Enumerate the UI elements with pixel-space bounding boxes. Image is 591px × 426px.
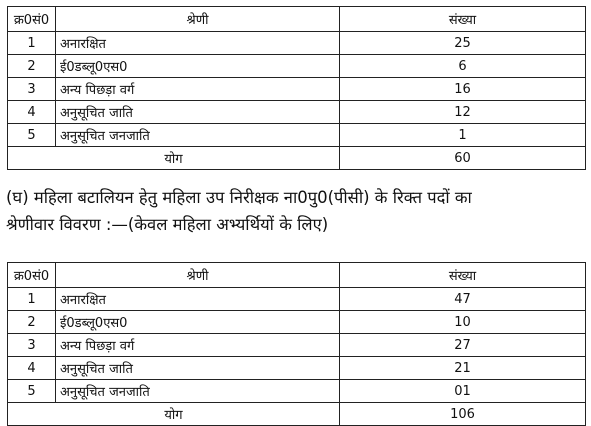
table-row <box>8 55 586 78</box>
section-heading-paragraph <box>6 184 586 238</box>
total-label: योग <box>8 147 340 170</box>
table-row <box>8 311 586 334</box>
serial-no: 2 <box>8 55 56 78</box>
total-label: योग <box>8 403 340 426</box>
header-category: श्रेणी <box>56 7 340 32</box>
serial-no: 5 <box>8 124 56 147</box>
table-row <box>8 357 586 380</box>
category-name: ई0डब्लू0एस0 <box>56 55 340 78</box>
serial-no: 5 <box>8 380 56 403</box>
table-row <box>8 334 586 357</box>
table-header-row <box>8 7 586 32</box>
category-count: 47 <box>340 288 586 311</box>
serial-no: 3 <box>8 334 56 357</box>
category-table-1 <box>7 6 586 170</box>
category-count: 16 <box>340 78 586 101</box>
category-count: 1 <box>340 124 586 147</box>
category-count: 01 <box>340 380 586 403</box>
serial-no: 1 <box>8 288 56 311</box>
category-name: अनुसूचित जाति <box>56 101 340 124</box>
category-count: 10 <box>340 311 586 334</box>
category-name: अनुसूचित जनजाति <box>56 124 340 147</box>
serial-no: 3 <box>8 78 56 101</box>
category-name: अन्य पिछड़ा वर्ग <box>56 78 340 101</box>
header-count: संख्या <box>340 263 586 288</box>
category-count: 25 <box>340 32 586 55</box>
category-name: अनारक्षित <box>56 288 340 311</box>
table-row <box>8 32 586 55</box>
category-count: 12 <box>340 101 586 124</box>
serial-no: 2 <box>8 311 56 334</box>
table-row <box>8 288 586 311</box>
total-value: 60 <box>340 147 586 170</box>
paragraph-line-2: श्रेणीवार विवरण :—(केवल महिला अभ्यर्थियों के लिए) <box>6 215 329 234</box>
serial-no: 4 <box>8 101 56 124</box>
serial-no: 4 <box>8 357 56 380</box>
category-count: 21 <box>340 357 586 380</box>
category-name: अनुसूचित जाति <box>56 357 340 380</box>
total-row <box>8 147 586 170</box>
table-row <box>8 101 586 124</box>
serial-no: 1 <box>8 32 56 55</box>
header-category: श्रेणी <box>56 263 340 288</box>
table-row <box>8 78 586 101</box>
category-count: 6 <box>340 55 586 78</box>
header-serial-no: क्र0सं0 <box>8 263 56 288</box>
header-count: संख्या <box>340 7 586 32</box>
category-count: 27 <box>340 334 586 357</box>
category-name: अनुसूचित जनजाति <box>56 380 340 403</box>
paragraph-line-1: (घ) महिला बटालियन हेतु महिला उप निरीक्षक ना0पु0(पीसी) के रिक्त पदों का <box>6 188 472 207</box>
category-name: अन्य पिछड़ा वर्ग <box>56 334 340 357</box>
total-row <box>8 403 586 426</box>
total-value: 106 <box>340 403 586 426</box>
header-serial-no: क्र0सं0 <box>8 7 56 32</box>
category-name: अनारक्षित <box>56 32 340 55</box>
category-name: ई0डब्लू0एस0 <box>56 311 340 334</box>
table-header-row <box>8 263 586 288</box>
category-table-2 <box>7 262 586 426</box>
table-row <box>8 124 586 147</box>
table-row <box>8 380 586 403</box>
